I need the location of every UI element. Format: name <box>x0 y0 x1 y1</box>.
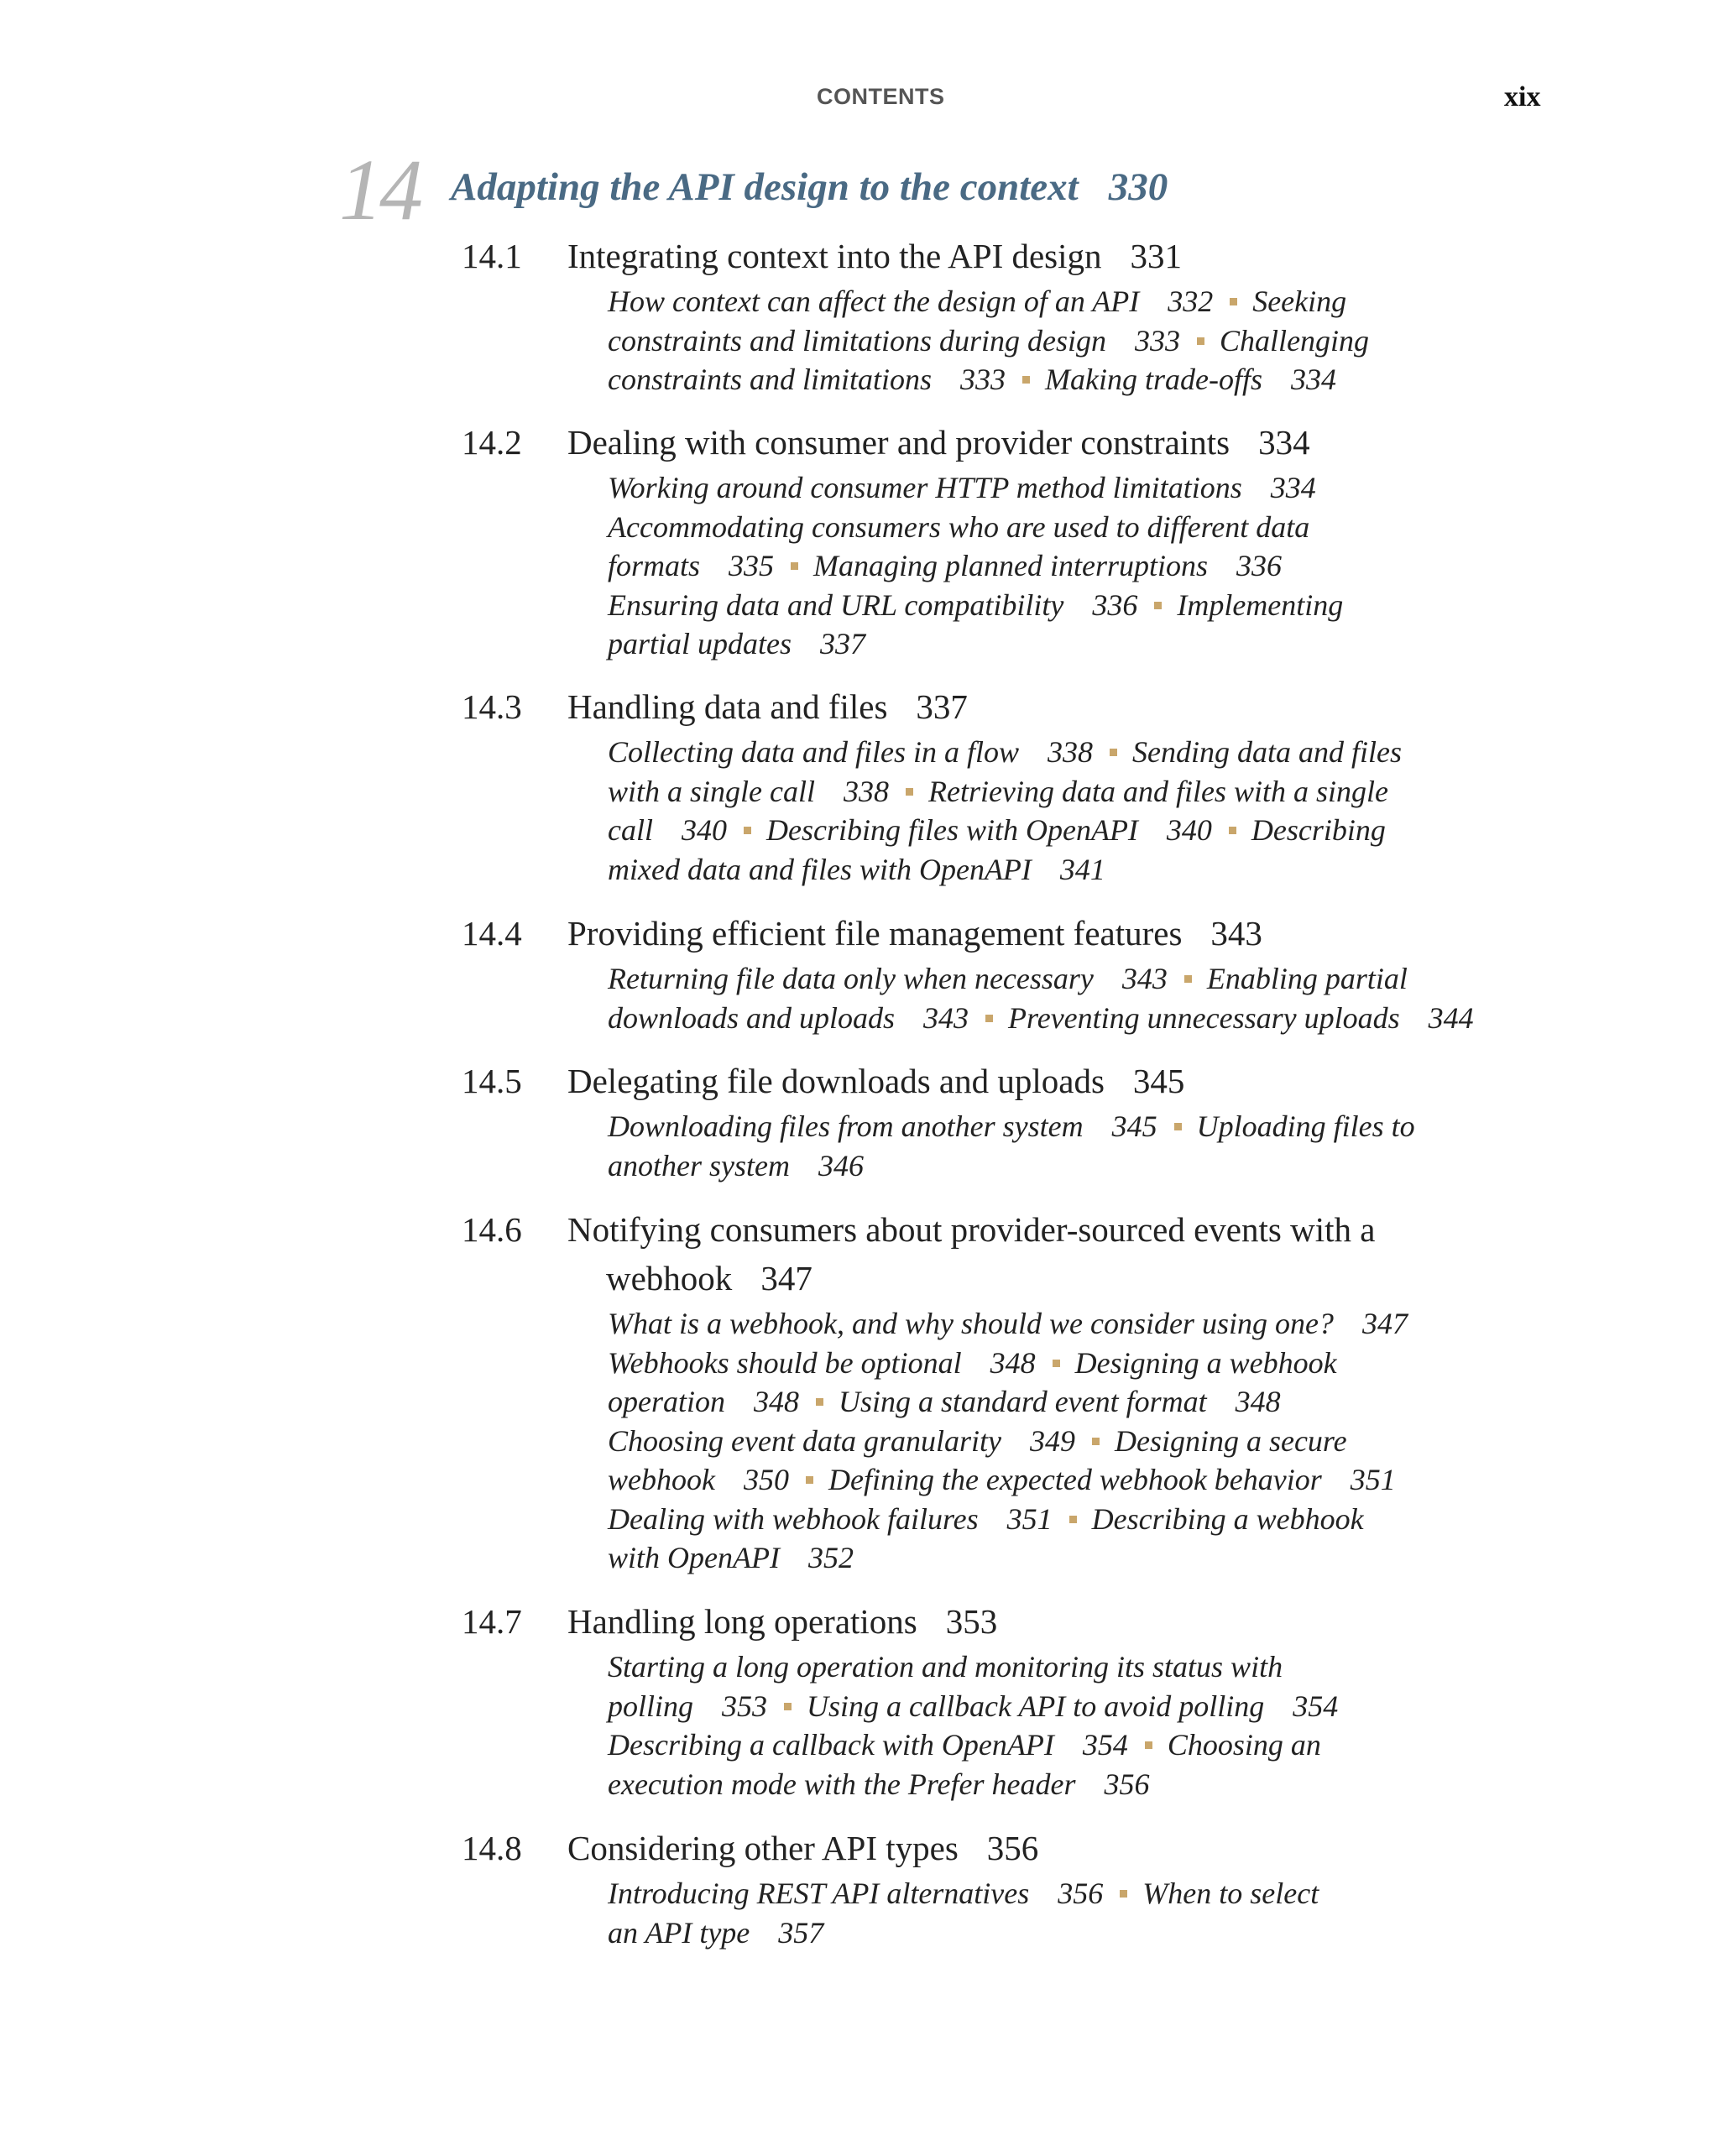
bullet-separator <box>784 1703 792 1710</box>
subsection-page: 350 <box>743 1463 789 1496</box>
bullet-separator <box>1229 827 1236 834</box>
subsection-list <box>608 1874 1719 1952</box>
subsection-line <box>608 1765 1719 1804</box>
subsection-page: 348 <box>1235 1385 1281 1418</box>
section-heading <box>0 232 1719 280</box>
chapter-page: 330 <box>1108 165 1168 209</box>
subsection-line <box>608 1913 1719 1953</box>
section-page: 356 <box>986 1829 1039 1867</box>
subsection-title: Preventing unnecessary uploads <box>1008 1000 1400 1035</box>
section-14-5 <box>0 1057 1719 1185</box>
subsection-title: Uploading files to <box>1196 1109 1415 1143</box>
subsection-line <box>608 1500 1719 1539</box>
bullet-separator <box>1174 1123 1182 1130</box>
subsection-title: Webhooks should be optional <box>608 1345 962 1380</box>
subsection-title: Ensuring data and URL compatibility <box>608 587 1064 622</box>
subsection-list <box>608 1107 1719 1185</box>
subsection-page: 336 <box>1092 587 1138 622</box>
section-heading <box>0 682 1719 731</box>
section-number: 14.5 <box>462 1062 522 1100</box>
subsection-line <box>608 1107 1719 1146</box>
subsection-title: Using a callback API to avoid polling <box>807 1689 1265 1723</box>
section-title-line <box>567 1824 1038 1872</box>
section-title-line <box>606 1254 812 1302</box>
subsection-page: 351 <box>1350 1463 1396 1496</box>
section-title-line <box>567 418 1310 467</box>
subsection-title: How context can affect the design of an API <box>608 285 1140 318</box>
subsection-page: 345 <box>1111 1109 1157 1143</box>
subsection-title: Designing a webhook <box>1074 1345 1337 1380</box>
subsection-page: 336 <box>1236 549 1283 582</box>
section-page: 345 <box>1132 1062 1185 1100</box>
subsection-page: 346 <box>818 1148 864 1182</box>
bullet-separator <box>1145 1741 1152 1749</box>
section-title: Notifying consumers about provider-sourced events with a <box>567 1210 1376 1249</box>
bullet-separator <box>1110 749 1117 756</box>
section-14-7 <box>0 1597 1719 1804</box>
subsection-page: 343 <box>923 1000 969 1035</box>
subsection-list <box>608 282 1719 399</box>
subsection-title: Describing a callback with OpenAPI <box>608 1728 1054 1762</box>
section-number: 14.4 <box>462 914 522 953</box>
bullet-separator <box>1154 602 1162 609</box>
bullet-separator <box>1069 1516 1077 1523</box>
subsection-title: partial updates <box>608 627 792 660</box>
section-number: 14.8 <box>462 1829 522 1867</box>
subsection-line <box>608 811 1719 850</box>
subsection-title: Seeking <box>1252 285 1347 318</box>
section-heading <box>0 418 1719 467</box>
subsection-page: 333 <box>960 363 1006 396</box>
subsection-page: 334 <box>1291 363 1337 396</box>
subsection-title: When to select <box>1142 1877 1319 1910</box>
section-heading <box>0 1597 1719 1646</box>
bullet-separator <box>791 562 798 570</box>
section-heading <box>0 1057 1719 1105</box>
subsection-line <box>608 772 1719 812</box>
subsection-title: Defining the expected webhook behavior <box>828 1463 1322 1496</box>
section-title: Providing efficient file management features <box>567 914 1183 953</box>
subsection-title: Designing a secure <box>1114 1423 1347 1458</box>
section-number: 14.7 <box>462 1602 522 1641</box>
chapter-heading <box>451 164 1168 210</box>
bullet-separator <box>744 827 751 834</box>
subsection-line <box>608 282 1719 321</box>
subsection-line <box>608 1422 1719 1461</box>
subsection-title: What is a webhook, and why should we consider using one? <box>608 1307 1334 1340</box>
subsection-line <box>608 468 1719 508</box>
section-page: 343 <box>1210 914 1262 953</box>
subsection-page: 349 <box>1029 1423 1075 1458</box>
subsection-page: 337 <box>820 627 866 660</box>
subsection-page: 334 <box>1270 471 1316 504</box>
subsection-line <box>608 1725 1719 1765</box>
subsection-page: 343 <box>1121 962 1168 995</box>
section-heading <box>0 909 1719 958</box>
subsection-page: 332 <box>1168 285 1214 318</box>
section-page: 347 <box>760 1259 812 1297</box>
bullet-separator <box>985 1015 993 1022</box>
subsection-line <box>608 508 1719 547</box>
subsection-page: 357 <box>778 1915 824 1950</box>
subsection-line <box>608 850 1719 890</box>
subsection-line <box>608 1344 1719 1383</box>
subsection-page: 340 <box>681 813 727 847</box>
subsection-title: webhook <box>608 1463 715 1496</box>
subsection-page: 335 <box>729 549 775 582</box>
subsection-page: 356 <box>1104 1767 1150 1801</box>
section-14-4 <box>0 909 1719 1037</box>
subsection-line <box>608 1874 1719 1913</box>
subsection-title: another system <box>608 1148 790 1182</box>
subsection-title: Retrieving data and files with a single <box>928 774 1388 808</box>
subsection-line <box>608 586 1719 625</box>
subsection-page: 356 <box>1058 1877 1104 1910</box>
section-title-line <box>567 1057 1184 1105</box>
subsection-page: 333 <box>1135 323 1181 358</box>
bullet-separator <box>1120 1890 1127 1898</box>
bullet-separator <box>1197 337 1204 345</box>
subsection-line <box>608 1538 1719 1578</box>
section-title: Integrating context into the API design <box>567 237 1102 275</box>
section-page: 331 <box>1130 237 1183 275</box>
section-title-line <box>567 682 968 731</box>
subsection-title: with OpenAPI <box>608 1541 780 1574</box>
section-14-2 <box>0 418 1719 664</box>
subsection-page: 354 <box>1293 1689 1339 1723</box>
section-heading <box>0 1824 1719 1872</box>
subsection-title: Enabling partial <box>1206 962 1408 995</box>
section-14-3 <box>0 682 1719 889</box>
subsection-title: Returning file data only when necessary <box>608 962 1094 995</box>
section-title-line <box>567 232 1182 280</box>
page-number: xix <box>1504 81 1541 112</box>
section-title: Dealing with consumer and provider constraints <box>567 423 1230 462</box>
subsection-title: Describing files with OpenAPI <box>765 813 1138 847</box>
subsection-title: constraints and limitations <box>608 363 933 396</box>
subsection-list <box>608 733 1719 889</box>
section-page: 353 <box>945 1602 998 1641</box>
section-number: 14.6 <box>462 1210 522 1249</box>
subsection-page: 353 <box>722 1689 768 1723</box>
subsection-title: execution mode with the Prefer header <box>608 1767 1076 1801</box>
subsection-title: Introducing REST API alternatives <box>608 1877 1030 1910</box>
subsection-title: formats <box>608 549 701 582</box>
subsection-line <box>608 360 1719 399</box>
subsection-page: 348 <box>754 1385 799 1418</box>
subsection-title: Choosing event data granularity <box>608 1423 1001 1458</box>
subsection-title: polling <box>608 1689 694 1723</box>
section-title: Delegating file downloads and uploads <box>567 1062 1105 1100</box>
subsection-title: Downloading files from another system <box>608 1109 1084 1143</box>
section-14-6 <box>0 1205 1719 1578</box>
section-page: 337 <box>916 687 968 726</box>
subsection-line <box>608 1304 1719 1344</box>
section-title-continuation: webhook <box>606 1259 733 1297</box>
subsection-list <box>608 959 1719 1037</box>
section-title-line <box>567 1597 997 1646</box>
subsection-title: Accommodating consumers who are used to different data <box>608 509 1310 544</box>
subsection-line <box>608 1382 1719 1422</box>
subsection-line <box>608 733 1719 772</box>
subsection-line <box>608 546 1719 586</box>
subsection-title: Using a standard event format <box>839 1385 1207 1418</box>
bullet-separator <box>806 1476 813 1484</box>
subsection-title: Sending data and files <box>1132 735 1402 769</box>
section-heading <box>0 1205 1719 1302</box>
bullet-separator <box>1022 376 1030 384</box>
subsection-line <box>608 1460 1719 1500</box>
subsection-title: operation <box>608 1385 725 1418</box>
chapter-number: 14 <box>339 142 420 238</box>
subsection-title: Making trade-offs <box>1045 363 1263 396</box>
subsection-page: 347 <box>1361 1307 1408 1340</box>
subsection-line <box>608 999 1719 1038</box>
subsection-title: Working around consumer HTTP method limitations <box>608 471 1242 504</box>
subsection-title: Describing <box>1251 813 1386 847</box>
subsection-line <box>608 1687 1719 1726</box>
subsection-title: Challenging <box>1220 323 1370 358</box>
section-14-1 <box>0 232 1719 399</box>
subsection-title: downloads and uploads <box>608 1000 896 1035</box>
bullet-separator <box>1230 298 1237 305</box>
bullet-separator <box>1184 975 1192 983</box>
section-page: 334 <box>1258 423 1310 462</box>
subsection-title: Dealing with webhook failures <box>608 1501 979 1536</box>
subsection-page: 351 <box>1006 1501 1053 1536</box>
subsection-title: Starting a long operation and monitoring its status with <box>608 1650 1283 1684</box>
subsection-line <box>608 1647 1719 1687</box>
subsection-list <box>608 1647 1719 1804</box>
section-title-line <box>567 909 1262 958</box>
subsection-list <box>608 1304 1719 1578</box>
section-title: Considering other API types <box>567 1829 959 1867</box>
section-number: 14.3 <box>462 687 522 726</box>
subsection-page: 340 <box>1166 813 1212 847</box>
subsection-title: Choosing an <box>1167 1728 1321 1762</box>
section-title: Handling long operations <box>567 1602 917 1641</box>
section-number: 14.2 <box>462 423 522 462</box>
section-number: 14.1 <box>462 237 522 275</box>
subsection-list <box>608 468 1719 664</box>
subsection-title: mixed data and files with OpenAPI <box>608 852 1032 886</box>
subsection-title: an API type <box>608 1915 750 1950</box>
subsection-title: constraints and limitations during design <box>608 323 1107 358</box>
subsection-line <box>608 321 1719 361</box>
subsection-page: 352 <box>807 1541 854 1574</box>
running-head: CONTENTS <box>817 84 945 109</box>
subsection-line <box>608 624 1719 664</box>
subsection-line <box>608 1146 1719 1186</box>
subsection-page: 341 <box>1059 852 1105 886</box>
subsection-page: 338 <box>844 774 889 808</box>
subsection-page: 338 <box>1048 735 1093 769</box>
bullet-separator <box>906 788 913 796</box>
subsection-page: 348 <box>990 1345 1036 1380</box>
section-title: Handling data and files <box>567 687 888 726</box>
subsection-title: with a single call <box>608 774 815 808</box>
section-14-8 <box>0 1824 1719 1952</box>
subsection-page: 354 <box>1082 1728 1128 1762</box>
subsection-title: Managing planned interruptions <box>813 549 1209 582</box>
bullet-separator <box>816 1398 823 1406</box>
subsection-title: Collecting data and files in a flow <box>608 735 1019 769</box>
subsection-title: Describing a webhook <box>1091 1501 1364 1536</box>
chapter-title: Adapting the API design to the context <box>451 165 1079 209</box>
bullet-separator <box>1053 1360 1060 1367</box>
bullet-separator <box>1092 1438 1100 1445</box>
subsection-line <box>608 959 1719 999</box>
subsection-title: call <box>608 813 653 847</box>
subsection-page: 344 <box>1428 1000 1474 1035</box>
subsection-title: Implementing <box>1177 587 1344 622</box>
